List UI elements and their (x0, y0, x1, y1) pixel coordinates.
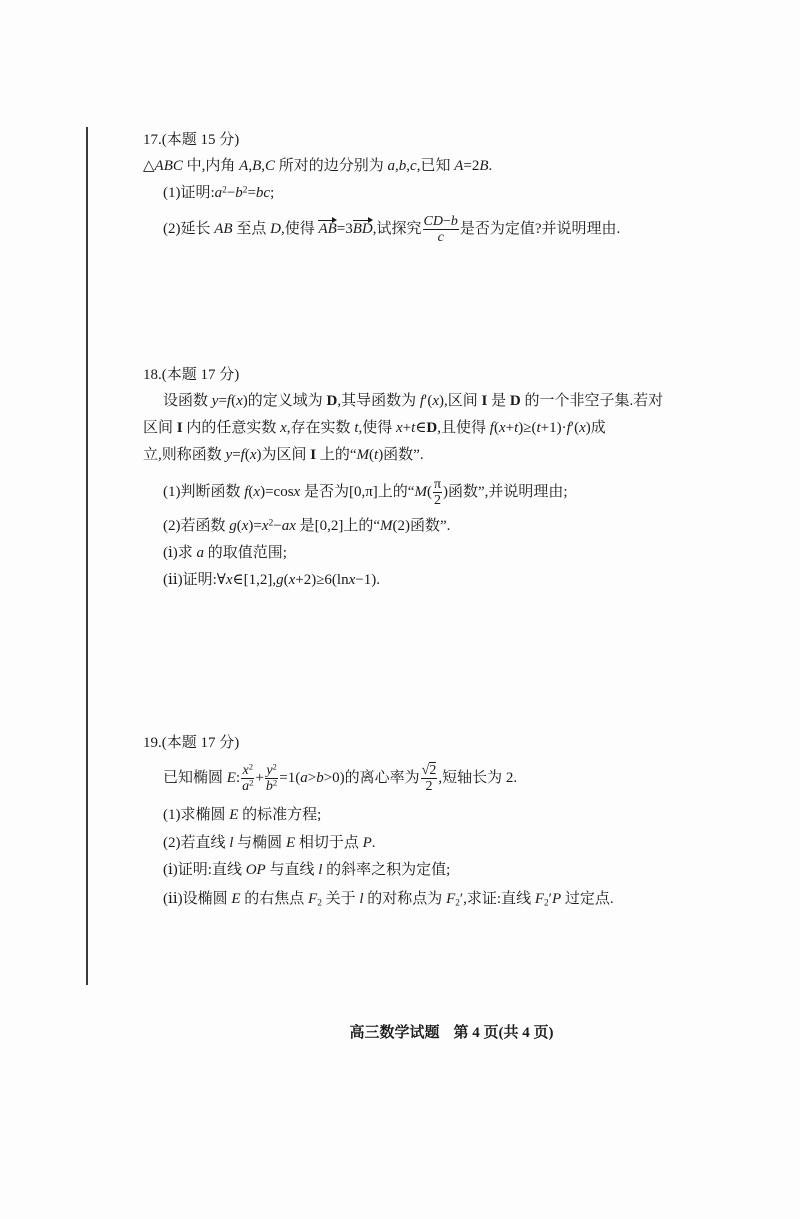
power (262, 518, 273, 534)
text-run: − (226, 185, 236, 201)
question-18-part-2-i (163, 543, 287, 563)
fraction-numerator (423, 214, 459, 230)
text-run: (ⅱ)设椭圆 (163, 891, 232, 907)
question-18-line-3 (143, 445, 424, 465)
question-19-header: 19.(本题 17 分) (143, 735, 240, 751)
math-variable: A (454, 158, 464, 174)
math-variable: f (566, 420, 571, 436)
text-run: 是[0,2]上的“ (295, 518, 381, 534)
math-variable: x (293, 483, 301, 500)
math-variable: t (411, 420, 416, 436)
question-19-part-2 (163, 833, 376, 853)
text-run: )的定义域为 (242, 393, 327, 409)
text-run: , (248, 158, 253, 174)
power-exponent: 2 (272, 761, 277, 772)
text-run: ∈ (415, 420, 427, 436)
math-variable: t (354, 420, 359, 436)
text-run: >0)的离心率为 (323, 769, 420, 786)
text-run: = (232, 447, 241, 463)
math-variable: f (419, 393, 425, 409)
text-run: 是 (487, 393, 510, 409)
math-variable: E (285, 835, 296, 851)
text-run: + (402, 420, 412, 436)
math-variable: t (514, 420, 519, 436)
power-base: x (261, 518, 269, 534)
vector: BD (352, 220, 373, 237)
subscript-index: 2 (455, 898, 460, 909)
footer-title: 高三数学试题 (349, 1025, 440, 1041)
text-run: )=cos (260, 483, 294, 500)
text-run: . (371, 835, 376, 851)
math-variable: y (225, 447, 233, 463)
math-variable: x (432, 393, 439, 409)
math-variable: b (398, 158, 407, 174)
text-run: 的右焦点 (240, 891, 309, 907)
math-variable: t (374, 447, 379, 463)
fraction-numerator (241, 763, 254, 779)
math-variable: y (211, 393, 219, 409)
math-variable: a (300, 769, 308, 786)
power (266, 779, 277, 794)
math-variable: M (380, 518, 393, 534)
math-set-symbol: I (310, 447, 317, 463)
text-run: ,短轴长为 2. (438, 769, 518, 786)
power-exponent: 2 (249, 777, 254, 788)
subscripted-symbol (535, 891, 549, 907)
text-run: )≥( (518, 420, 537, 436)
text-run: 至点 (232, 220, 271, 237)
math-variable: AB (214, 220, 233, 237)
text-run: 2 (433, 493, 441, 508)
text-run: )为区间 (256, 447, 311, 463)
subscript-base: F (534, 891, 545, 907)
math-variable: b (450, 214, 458, 229)
subscript-index: 2 (544, 898, 549, 909)
text-run: ; (270, 185, 275, 201)
text-run: + (505, 420, 515, 436)
text-run: = (218, 393, 227, 409)
text-run: ),区间 (438, 393, 482, 409)
power-base: a (214, 185, 223, 201)
math-variable: l (318, 862, 323, 878)
math-variable: f (226, 393, 232, 409)
text-run: 与椭圆 (233, 835, 286, 851)
text-run: 内的任意实数 (182, 420, 281, 436)
math-set-symbol: D (326, 393, 338, 409)
text-run: (ⅰ)求 (163, 545, 197, 561)
text-run: ( (493, 420, 499, 436)
text-run: ( (236, 518, 242, 534)
text-run: ′,求证:直线 (459, 891, 535, 907)
text-run: , (261, 158, 265, 174)
text-run: (2)若直线 (163, 835, 230, 851)
text-run: ∈[1,2], (232, 572, 277, 588)
text-run: ( (283, 572, 289, 588)
math-variable: a (196, 545, 205, 561)
text-run: 已知椭圆 (163, 769, 227, 786)
text-run: √ (421, 763, 430, 778)
text-run: π (433, 477, 442, 492)
fraction (433, 477, 442, 508)
math-variable: x (498, 420, 506, 436)
text-run: )成 (585, 420, 606, 436)
math-variable: x (241, 518, 249, 534)
text-run: (1)判断函数 (163, 483, 245, 500)
text-run: 与直线 (265, 862, 319, 878)
power-base: b (235, 185, 243, 201)
text-run: 是否为定值?并说明理由. (459, 220, 621, 237)
fraction-denominator (421, 779, 438, 794)
math-variable: D (270, 220, 281, 237)
text-run: =3 (336, 220, 353, 237)
math-variable: x (253, 483, 261, 500)
fraction-denominator (241, 779, 254, 794)
question-18-part-2 (163, 516, 450, 536)
text-run: )函数”. (378, 447, 424, 463)
math-variable: C (265, 158, 276, 174)
math-variable: x (236, 393, 243, 409)
fraction (241, 763, 254, 794)
question-18-part-2-ii (163, 570, 380, 590)
text-run: △ (143, 158, 155, 174)
power (235, 185, 247, 201)
math-variable: g (229, 518, 237, 534)
math-variable: B (252, 158, 262, 174)
math-variable: a (387, 158, 396, 174)
text-run: 中,内角 (182, 158, 240, 174)
subscript-index: 2 (317, 898, 322, 909)
power-base: a (242, 779, 250, 794)
text-run: 所对的边分别为 (275, 158, 388, 174)
math-variable: l (359, 891, 364, 907)
question-18-line-2 (143, 418, 606, 438)
question-19-part-2-i (163, 860, 450, 880)
question-19-part-1 (163, 805, 321, 825)
math-variable: l (229, 835, 234, 851)
text-run: )= (248, 518, 262, 534)
text-run: 相切于点 (295, 835, 363, 851)
question-18-line-1 (163, 391, 663, 411)
left-margin-rule (86, 127, 88, 985)
power (242, 779, 253, 794)
math-variable: M (356, 447, 370, 463)
text-run: (1)证明: (163, 185, 215, 201)
math-variable: x (288, 572, 296, 588)
math-variable: g (276, 572, 284, 588)
fraction-numerator (265, 763, 278, 779)
question-17-line-1 (143, 156, 492, 176)
text-run: + (255, 769, 264, 786)
math-variable: ABC (154, 158, 183, 174)
text-run: 是否为[0,π]上的“ (300, 483, 415, 500)
math-variable: CD (423, 214, 443, 229)
text-run: −1). (355, 572, 380, 588)
math-variable: P (551, 891, 562, 907)
math-variable: E (229, 807, 239, 823)
footer-page-number: 第 4 页(共 4 页) (453, 1025, 554, 1041)
text-run: 区间 (143, 420, 177, 436)
power-exponent: 2 (248, 761, 254, 772)
text-run: ,其导函数为 (337, 393, 420, 409)
text-run: ( (231, 393, 237, 409)
text-run: 的标准方程; (238, 807, 322, 823)
fraction-denominator (423, 230, 459, 245)
text-run: (2)函数”. (392, 518, 451, 534)
power (215, 185, 227, 201)
text-run: 2 (425, 779, 433, 794)
question-17-part-1 (163, 183, 274, 203)
math-variable: P (362, 835, 372, 851)
fraction-numerator (433, 477, 442, 493)
text-run: ,使得 (280, 220, 319, 237)
text-run: ,存在实数 (286, 420, 355, 436)
text-run: 的一个非空子集.若对 (520, 393, 664, 409)
text-run: =1( (279, 769, 301, 786)
math-variable: c (437, 230, 444, 245)
text-run: )函数”,并说明理由; (443, 483, 568, 500)
power-exponent: 2 (242, 185, 248, 196)
math-set-symbol: I (176, 420, 183, 436)
power-base: y (266, 763, 273, 778)
math-variable: A (239, 158, 249, 174)
text-run: +2)≥6(ln (295, 572, 349, 588)
text-run: (2)延长 (163, 220, 215, 237)
math-variable: E (231, 891, 241, 907)
text-run: 立,则称函数 (143, 447, 226, 463)
math-variable: b (316, 769, 324, 786)
text-run: 的对称点为 (363, 891, 447, 907)
question-17-part-2 (163, 214, 620, 245)
text-run: ( (426, 483, 432, 500)
math-variable: OP (245, 862, 266, 878)
math-variable: x (280, 420, 287, 436)
text-run: . (488, 158, 493, 174)
question-18-part-1 (163, 477, 568, 508)
power-exponent: 2 (222, 185, 227, 196)
radicand: 2 (429, 763, 437, 778)
math-set-symbol: I (481, 393, 488, 409)
math-variable: t (536, 420, 541, 436)
power-base: b (265, 779, 273, 794)
vector: AB (318, 220, 337, 237)
math-variable: x (396, 420, 403, 436)
subscript-base: F (308, 891, 318, 907)
question-19-line-1 (163, 763, 517, 794)
text-run: (1)求椭圆 (163, 807, 230, 823)
question-19-part-2-ii (163, 889, 614, 909)
math-variable: M (414, 483, 427, 500)
math-set-symbol: D (426, 420, 438, 436)
question-18-header: 18.(本题 17 分) (143, 367, 240, 383)
fraction (423, 214, 459, 245)
text-run: , (395, 158, 399, 174)
math-variable: f (244, 483, 249, 500)
text-run: ,试探究 (372, 220, 422, 237)
text-run: +1)· (540, 420, 567, 436)
text-run: ( (369, 447, 375, 463)
text-run: =2 (463, 158, 480, 174)
question-17-header: 17.(本题 15 分) (143, 132, 240, 148)
math-variable: x (225, 572, 233, 588)
math-set-symbol: D (509, 393, 521, 409)
text-run: (ⅰ)证明:直线 (163, 862, 246, 878)
power-exponent: 2 (272, 777, 278, 788)
fraction (421, 763, 438, 794)
math-variable: E (226, 769, 236, 786)
math-variable: x (579, 420, 586, 436)
math-variable: ax (281, 518, 296, 534)
power-base: x (242, 763, 249, 778)
power (266, 763, 277, 778)
page-footer (342, 1003, 554, 1043)
text-run: − (273, 518, 282, 534)
math-variable: x (249, 447, 257, 463)
text-run: (ⅱ)证明:∀ (163, 572, 226, 588)
fraction-denominator (433, 493, 442, 508)
power-exponent: 2 (268, 518, 274, 529)
text-run: 关于 (321, 891, 360, 907)
text-run: ′( (570, 420, 580, 436)
text-run: 上的“ (316, 447, 357, 463)
math-variable: f (240, 447, 245, 463)
text-run: > (307, 769, 317, 786)
math-variable: B (479, 158, 489, 174)
subscripted-symbol (308, 891, 322, 907)
text-run: 过定点. (561, 891, 614, 907)
subscripted-symbol (446, 891, 460, 907)
text-run: , (406, 158, 411, 174)
fraction (265, 763, 278, 794)
fraction-denominator (265, 779, 278, 794)
text-run: − (442, 214, 451, 229)
text-run: (2)若函数 (163, 518, 230, 534)
text-run: ′ (548, 891, 552, 907)
text-run: 设函数 (163, 393, 212, 409)
text-run: ,使得 (358, 420, 396, 436)
text-run: ,且使得 (437, 420, 490, 436)
text-run: : (235, 769, 241, 786)
fraction-numerator (421, 763, 438, 779)
math-variable: c (410, 158, 417, 174)
text-run: ( (248, 483, 254, 500)
math-variable: f (489, 420, 494, 436)
text-run: ′( (424, 393, 433, 409)
text-run: 的取值范围; (204, 545, 287, 561)
text-run: ,已知 (416, 158, 455, 174)
text-run: ( (244, 447, 250, 463)
subscript-base: F (446, 891, 456, 907)
math-variable: bc (255, 185, 271, 201)
power (243, 763, 254, 778)
text-run: = (247, 185, 256, 201)
math-variable: x (348, 572, 356, 588)
text-run: 的斜率之积为定值; (322, 862, 451, 878)
